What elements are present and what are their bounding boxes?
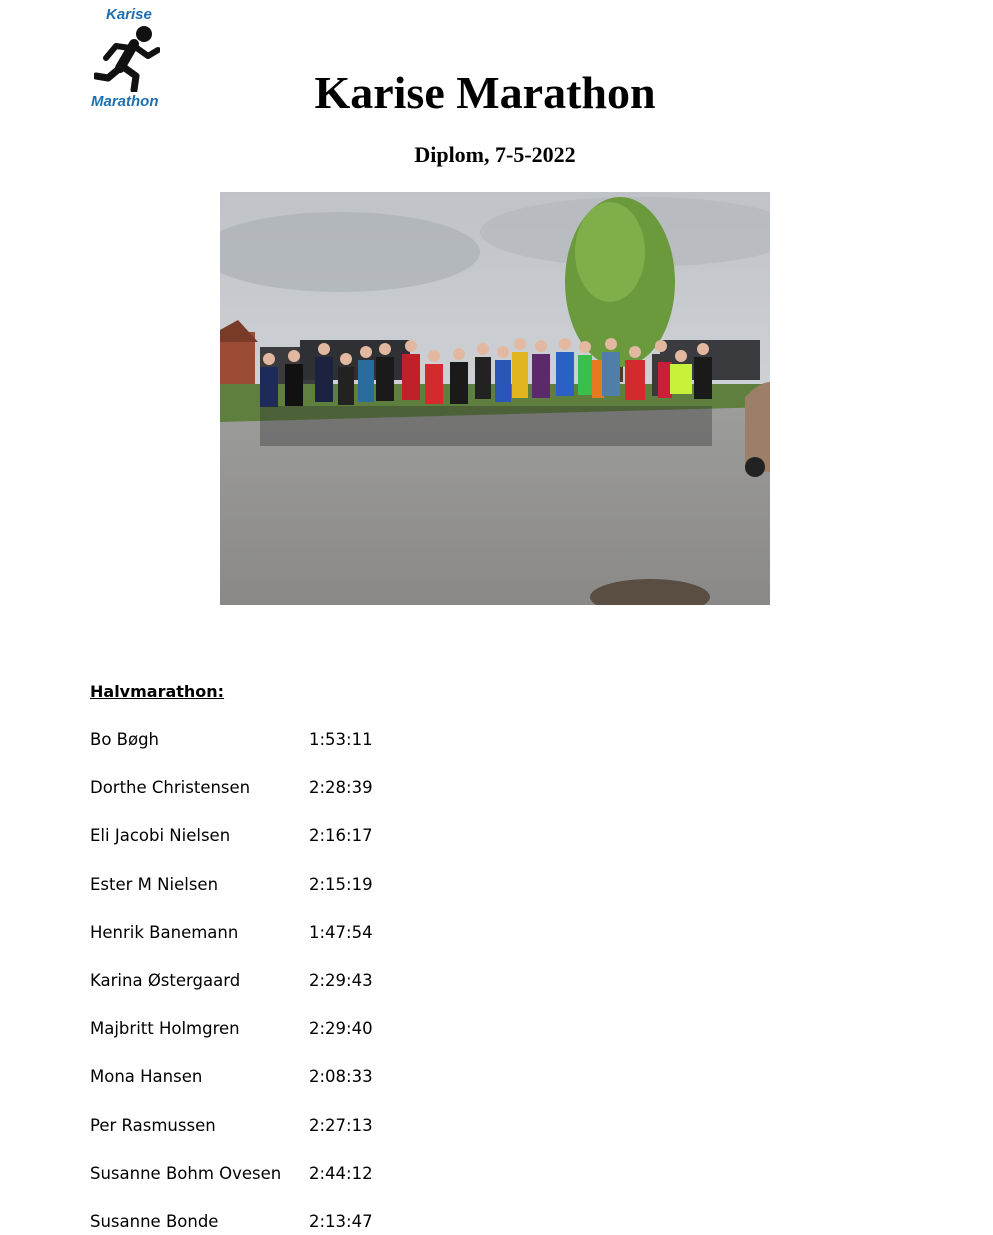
runner-name: Mona Hansen bbox=[90, 1067, 203, 1087]
runner-name: Eli Jacobi Nielsen bbox=[90, 826, 231, 846]
logo-bottom-text: Marathon bbox=[91, 93, 159, 110]
runner-name: Susanne Bohm Ovesen bbox=[90, 1163, 282, 1183]
runner-time: 2:13:47 bbox=[309, 1211, 373, 1231]
runner-name: Dorthe Christensen bbox=[90, 778, 251, 798]
runner-name: Bo Bøgh bbox=[90, 730, 160, 749]
runner-name: Ester M Nielsen bbox=[90, 874, 219, 894]
runner-time: 2:44:12 bbox=[309, 1163, 373, 1183]
runner-time: 2:27:13 bbox=[309, 1115, 373, 1135]
runner-name: Per Rasmussen bbox=[90, 1115, 216, 1135]
runner-time: 2:29:43 bbox=[309, 970, 373, 990]
logo-top-text: Karise bbox=[106, 6, 152, 23]
runner-time: 2:29:40 bbox=[309, 1019, 373, 1039]
runner-time: 2:15:19 bbox=[309, 874, 373, 894]
page-subtitle: Diplom, 7-5-2022 bbox=[414, 142, 576, 167]
runner-name: Karina Østergaard bbox=[90, 970, 241, 990]
runner-name: Henrik Banemann bbox=[90, 922, 239, 942]
runner-time: 2:16:17 bbox=[309, 826, 373, 846]
runner-time: 1:47:54 bbox=[309, 922, 373, 942]
runner-time: 2:28:39 bbox=[309, 778, 373, 798]
runner-time: 2:08:33 bbox=[309, 1067, 373, 1087]
runner-name: Susanne Bonde bbox=[90, 1211, 219, 1231]
section-heading-halvmarathon: Halvmarathon: bbox=[90, 682, 225, 701]
runner-time: 1:53:11 bbox=[309, 730, 373, 749]
group-photo bbox=[220, 192, 770, 605]
runner-name: Majbritt Holmgren bbox=[90, 1019, 240, 1039]
page-title: Karise Marathon bbox=[314, 67, 656, 118]
